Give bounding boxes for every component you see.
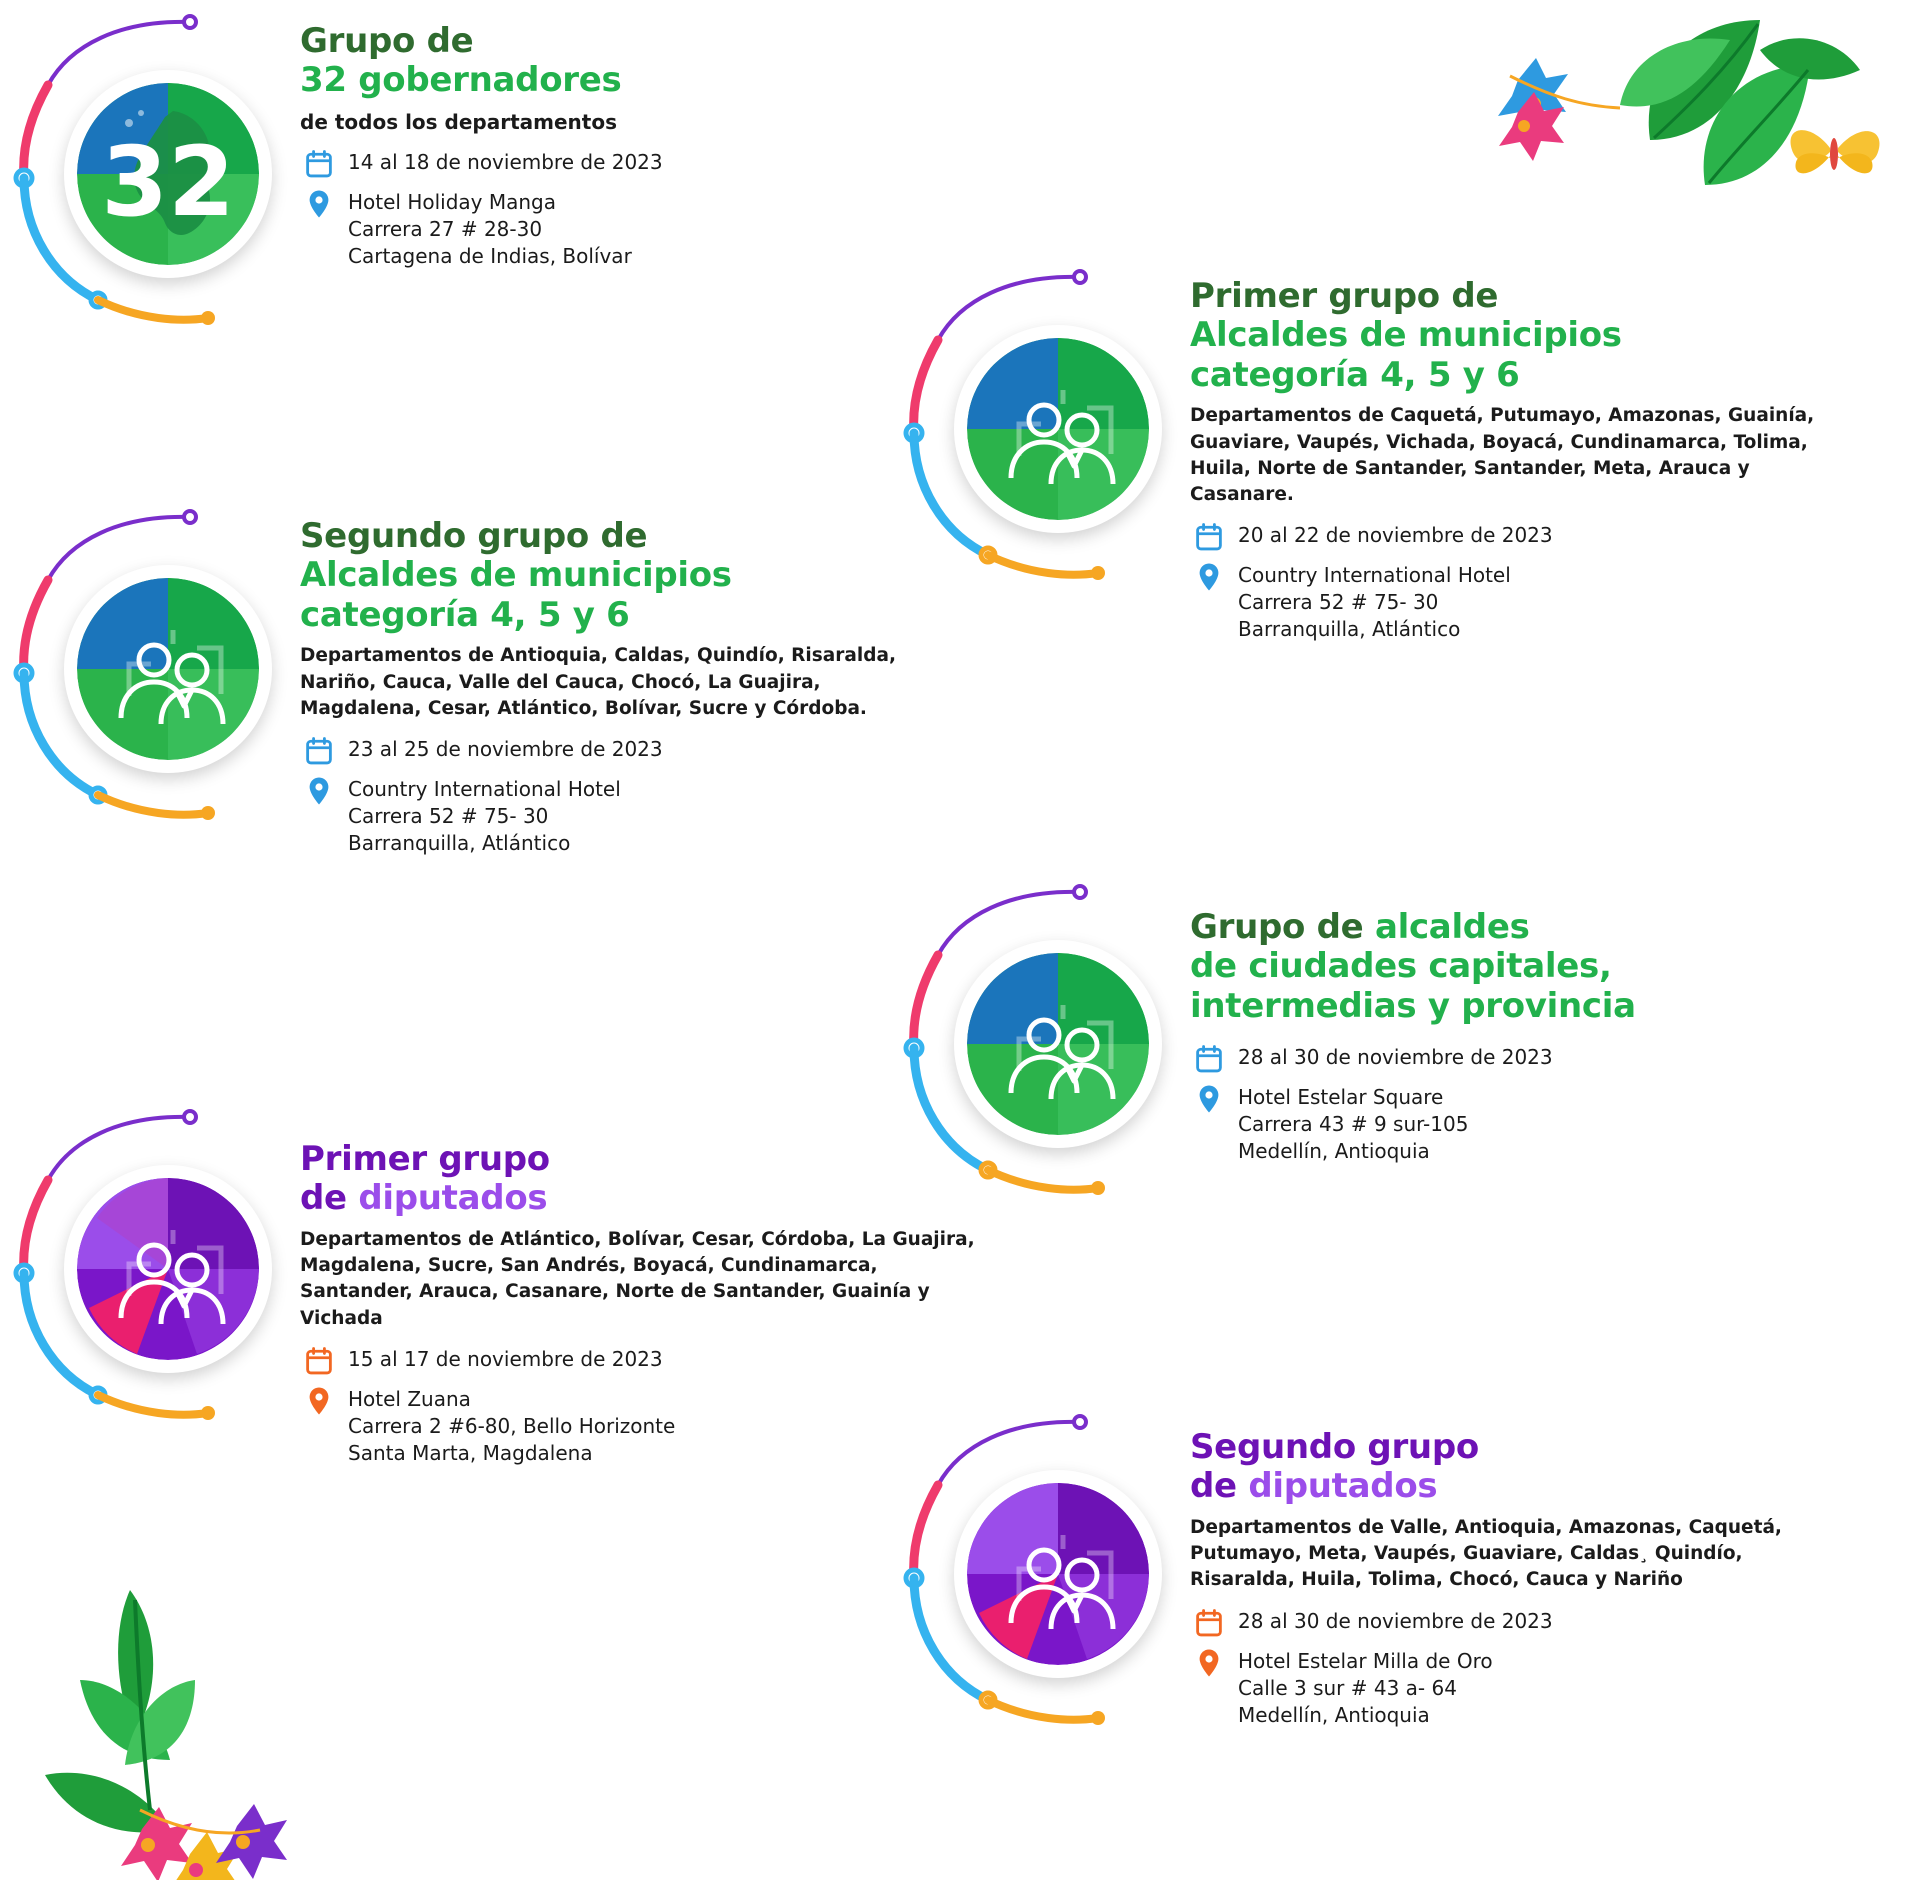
badge-artwork-map bbox=[77, 83, 259, 265]
date-row bbox=[1196, 522, 1890, 552]
place-line-2: Carrera 43 # 9 sur-105 bbox=[1238, 1112, 1469, 1137]
badge-diputados-segundo-grupo bbox=[890, 1400, 1190, 1730]
place-line-2: Carrera 2 #6-80, Bello Horizonte bbox=[348, 1413, 676, 1438]
place-row bbox=[1196, 1084, 1890, 1165]
title-line-3: categoría 4, 5 y 6 bbox=[300, 594, 630, 635]
calendar-icon bbox=[1196, 1044, 1222, 1074]
badge-circle bbox=[64, 70, 272, 278]
card-content bbox=[1190, 1400, 1890, 1729]
title-line-2-prefix: de bbox=[300, 1178, 359, 1219]
place-text bbox=[1238, 1084, 1468, 1165]
title-line-1-suffix: alcaldes bbox=[1374, 907, 1530, 947]
place-line-3: Barranquilla, Atlántico bbox=[1238, 617, 1461, 642]
card-content bbox=[1190, 870, 1890, 1165]
badge-artwork-people-purple bbox=[77, 1178, 259, 1360]
date-text: 28 al 30 de noviembre de 2023 bbox=[1238, 1608, 1553, 1633]
card-title bbox=[300, 517, 1000, 635]
title-line-2: de ciudades capitales, bbox=[1190, 946, 1612, 987]
location-pin-icon bbox=[1196, 562, 1222, 592]
location-pin-icon bbox=[306, 189, 332, 219]
card-alcaldes-primer-grupo bbox=[890, 255, 1890, 643]
place-line-3: Cartagena de Indias, Bolívar bbox=[348, 244, 632, 269]
card-alcaldes-capitales bbox=[890, 870, 1890, 1200]
place-text bbox=[348, 776, 621, 857]
calendar-icon bbox=[1196, 522, 1222, 552]
badge-artwork-people-green bbox=[77, 578, 259, 760]
title-line-2-prefix: de bbox=[1190, 1466, 1249, 1507]
badge-number: 32 bbox=[101, 126, 235, 238]
date-text: 14 al 18 de noviembre de 2023 bbox=[348, 150, 663, 175]
card-content bbox=[300, 495, 1000, 857]
title-line-3: categoría 4, 5 y 6 bbox=[1190, 354, 1520, 395]
badge-artwork-people-purple bbox=[967, 1483, 1149, 1665]
card-title bbox=[300, 1140, 1040, 1219]
date-row bbox=[1196, 1608, 1890, 1638]
place-line-2: Carrera 27 # 28-30 bbox=[348, 217, 543, 242]
date-row bbox=[306, 1346, 1040, 1376]
leaves-flowers-bottom-left bbox=[20, 1560, 370, 1880]
departments-text: Departamentos de Caquetá, Putumayo, Amazonas, Guainía, Guaviare, Vaupés, Vichada, Boyacá, Cundinamarca, Tolima, Huila, Norte de Santander, Santander, Meta, Arauca y Casanare. bbox=[1190, 405, 1815, 506]
place-line-3: Medellín, Antioquia bbox=[1238, 1702, 1430, 1727]
place-line-1: Hotel Zuana bbox=[348, 1386, 471, 1411]
place-line-1: Hotel Holiday Manga bbox=[348, 190, 557, 215]
location-pin-icon bbox=[306, 1386, 332, 1416]
date-row bbox=[1196, 1044, 1890, 1074]
date-text: 15 al 17 de noviembre de 2023 bbox=[348, 1346, 663, 1371]
place-line-3: Santa Marta, Magdalena bbox=[348, 1440, 593, 1465]
place-line-3: Medellín, Antioquia bbox=[1238, 1139, 1430, 1164]
title-line-2: Alcaldes de municipios bbox=[1190, 315, 1622, 356]
title-line-1: Segundo grupo bbox=[1190, 1427, 1479, 1467]
departments-text: Departamentos de Antioquia, Caldas, Quindío, Risaralda, Nariño, Cauca, Valle del Cauca, Chocó, La Guajira, Magdalena, Cesar, Atlántico, Bolívar, Sucre y Córdoba. bbox=[300, 645, 896, 719]
card-content bbox=[300, 0, 1060, 270]
card-title bbox=[300, 22, 1060, 101]
place-line-1: Hotel Estelar Square bbox=[1238, 1085, 1444, 1110]
place-line-2: Calle 3 sur # 43 a- 64 bbox=[1238, 1675, 1457, 1700]
date-row bbox=[306, 736, 1000, 766]
card-title bbox=[1190, 1428, 1890, 1507]
departments-text: Departamentos de Atlántico, Bolívar, Cesar, Córdoba, La Guajira, Magdalena, Sucre, San Andrés, Boyacá, Cundinamarca, Santander, Arauca, Casanare, Norte de Santander, Guainía y Vichada bbox=[300, 1228, 975, 1329]
leaves-flowers-butterfly-top-right bbox=[1490, 10, 1890, 240]
badge-circle bbox=[64, 565, 272, 773]
place-line-1: Hotel Estelar Milla de Oro bbox=[1238, 1648, 1493, 1673]
departments-text: Departamentos de Valle, Antioquia, Amazonas, Caquetá, Putumayo, Meta, Vaupés, Guaviare, Caldas¸ Quindío, Risaralda, Huila, Tolima, Chocó, Cauca y Nariño bbox=[1190, 1516, 1782, 1591]
title-line-2-suffix: diputados bbox=[358, 1178, 548, 1219]
place-line-1: Country International Hotel bbox=[1238, 563, 1511, 588]
title-line-3: intermedias y provincia bbox=[1190, 985, 1636, 1026]
date-text: 20 al 22 de noviembre de 2023 bbox=[1238, 523, 1553, 548]
place-text bbox=[1238, 562, 1511, 643]
title-line-2: 32 gobernadores bbox=[300, 60, 622, 101]
location-pin-icon bbox=[1196, 1648, 1222, 1678]
title-line-2-suffix: diputados bbox=[1248, 1466, 1438, 1507]
card-title bbox=[1190, 908, 1890, 1026]
place-row bbox=[306, 776, 1000, 857]
title-line-2: Alcaldes de municipios bbox=[300, 555, 732, 596]
date-text: 28 al 30 de noviembre de 2023 bbox=[1238, 1045, 1553, 1070]
card-content bbox=[1190, 255, 1890, 643]
title-line-1: Primer grupo bbox=[300, 1139, 550, 1179]
badge-alcaldes-segundo-grupo bbox=[0, 495, 300, 825]
badge-gobernadores bbox=[0, 0, 300, 330]
place-row bbox=[1196, 1648, 1890, 1729]
date-row bbox=[306, 149, 1060, 179]
place-line-1: Country International Hotel bbox=[348, 777, 621, 802]
badge-circle bbox=[954, 1470, 1162, 1678]
title-line-1: Segundo grupo de bbox=[300, 516, 648, 556]
place-text bbox=[1238, 1648, 1493, 1729]
card-title bbox=[1190, 277, 1890, 395]
title-line-1: Grupo de bbox=[300, 21, 474, 61]
card-subtitle: de todos los departamentos bbox=[300, 109, 617, 134]
badge-circle bbox=[64, 1165, 272, 1373]
calendar-icon bbox=[1196, 1608, 1222, 1638]
place-line-2: Carrera 52 # 75- 30 bbox=[348, 804, 549, 829]
place-text bbox=[348, 1386, 675, 1467]
place-line-2: Carrera 52 # 75- 30 bbox=[1238, 590, 1439, 615]
place-row bbox=[1196, 562, 1890, 643]
card-diputados-primer-grupo bbox=[0, 1095, 1040, 1467]
badge-diputados-primer-grupo bbox=[0, 1095, 300, 1425]
calendar-icon bbox=[306, 736, 332, 766]
card-alcaldes-segundo-grupo bbox=[0, 495, 1000, 857]
card-diputados-segundo-grupo bbox=[890, 1400, 1890, 1730]
place-text bbox=[348, 189, 632, 270]
badge-artwork-people-green bbox=[967, 338, 1149, 520]
place-line-3: Barranquilla, Atlántico bbox=[348, 831, 571, 856]
calendar-icon bbox=[306, 149, 332, 179]
title-line-1-prefix: Grupo de bbox=[1190, 907, 1375, 947]
title-line-1: Primer grupo de bbox=[1190, 276, 1499, 316]
location-pin-icon bbox=[306, 776, 332, 806]
date-text: 23 al 25 de noviembre de 2023 bbox=[348, 737, 663, 762]
calendar-icon bbox=[306, 1346, 332, 1376]
location-pin-icon bbox=[1196, 1084, 1222, 1114]
